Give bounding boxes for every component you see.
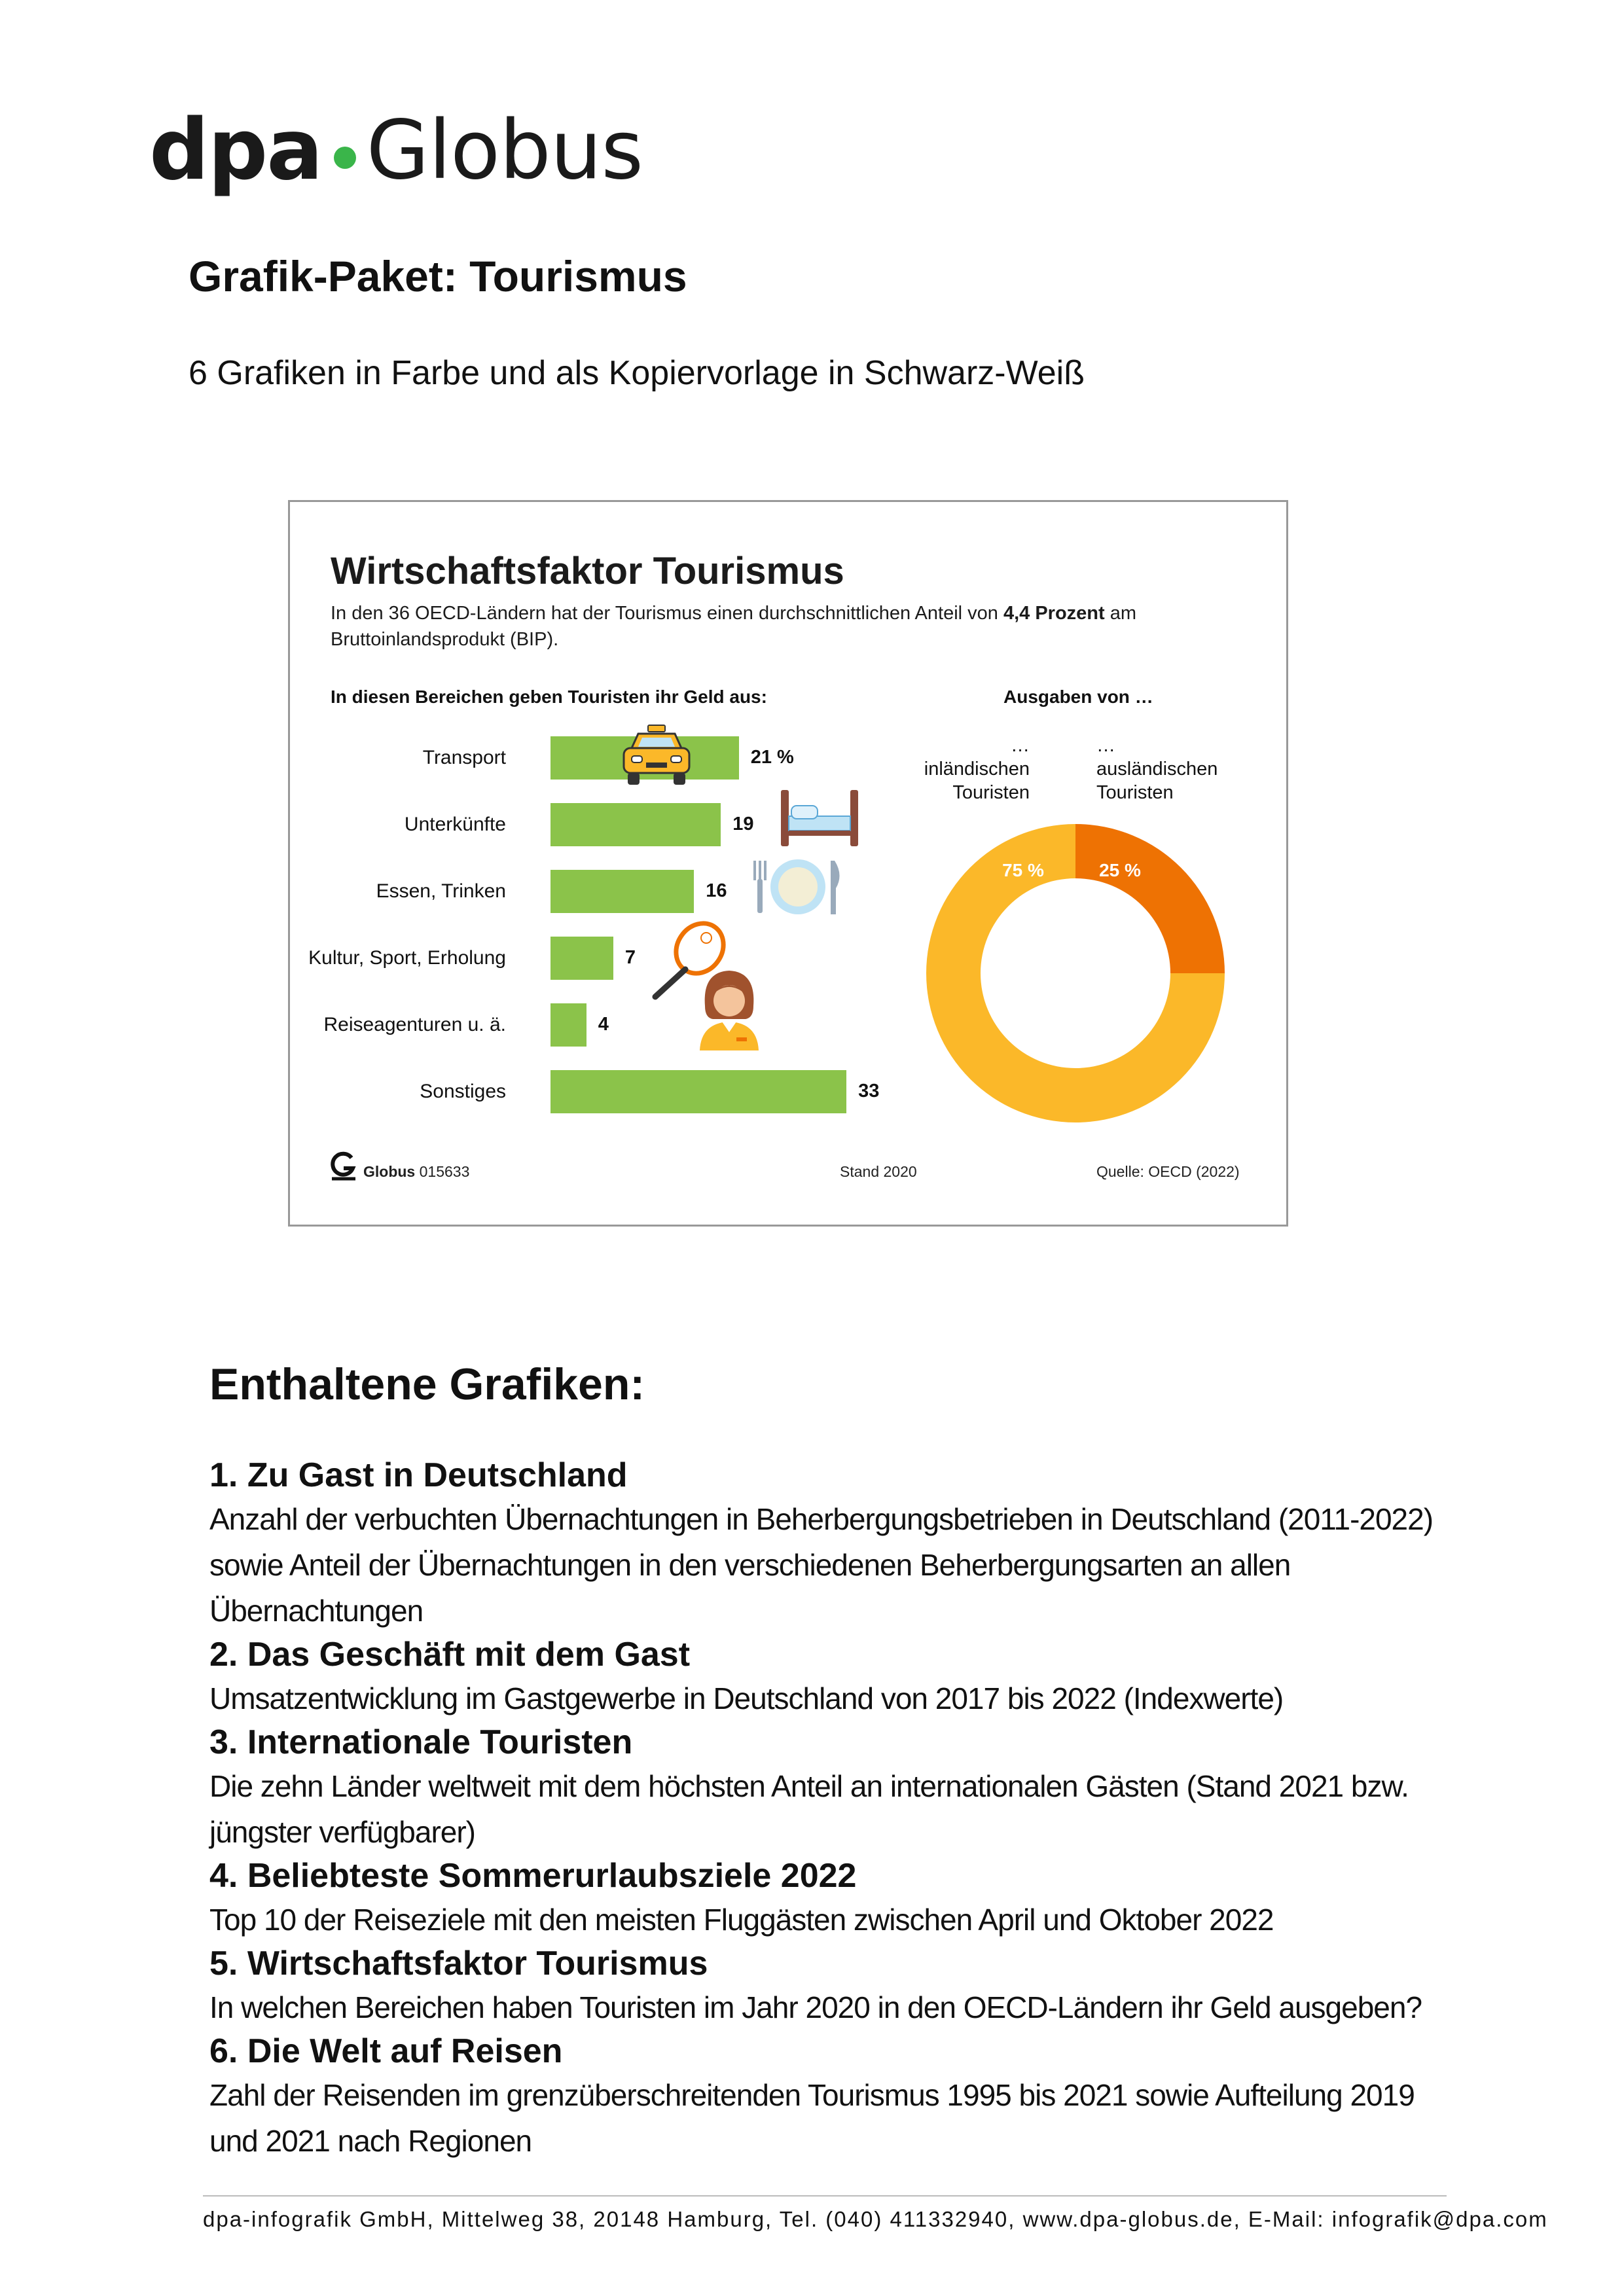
- contents-item-title: 1. Zu Gast in Deutschland: [209, 1456, 628, 1494]
- chart-subtitle: [331, 600, 1234, 653]
- package-title: Grafik-Paket: Tourismus: [189, 252, 687, 300]
- logo-globus-text: Globus: [366, 103, 643, 198]
- chart-brand: [363, 1163, 469, 1181]
- bed-icon: [777, 783, 862, 849]
- taxi-icon: [619, 723, 695, 789]
- bar-value-label: 7: [624, 947, 636, 968]
- contents-item-description: Anzahl der verbuchten Übernachtungen in Beherbergungsbetrieben in Deutschland (2011-2022) sowie Anteil der Übernachtungen in den verschiedenen Beherbergungsarten an allen Übernachtungen: [209, 1502, 1434, 1628]
- logo-dpa-text: dpa: [149, 101, 322, 199]
- chart-subtitle-bold: 4,4 Prozent: [1003, 603, 1105, 624]
- contents-item: [209, 1721, 1453, 1855]
- contents-item: [209, 1943, 1453, 2030]
- bar-mark: [550, 937, 613, 980]
- bar-category-label: Reiseagenturen u. ä.: [323, 1014, 506, 1035]
- contents-item-description: In welchen Bereichen haben Touristen im Jahr 2020 in den OECD-Ländern ihr Geld ausgeben?: [209, 1990, 1422, 2024]
- bar-category-label: Essen, Trinken: [376, 880, 506, 902]
- bar-chart-heading: In diesen Bereichen geben Touristen ihr Geld aus:: [331, 687, 767, 707]
- contents-item: [209, 1634, 1453, 1721]
- contents-heading: Enthaltene Grafiken:: [209, 1359, 645, 1409]
- contents-item-title: 2. Das Geschäft mit dem Gast: [209, 1636, 691, 1674]
- bar-value-label: 21 %: [750, 747, 794, 768]
- bar-value-label: 4: [598, 1014, 609, 1035]
- contents-item-title: 4. Beliebteste Sommerurlaubsziele 2022: [209, 1857, 857, 1895]
- bar-value-label: 33: [858, 1081, 880, 1102]
- logo-dot: [334, 147, 356, 169]
- chart-brand-name: Globus: [363, 1163, 416, 1180]
- contents-item: [209, 2030, 1453, 2164]
- contents-item-title: 5. Wirtschaftsfaktor Tourismus: [209, 1945, 708, 1982]
- contents-item-description: Zahl der Reisenden im grenzüberschreitenden Tourismus 1995 bis 2021 sowie Aufteilung 2019 und 2021 nach Regionen: [209, 2078, 1415, 2158]
- donut-value-foreign: 25 %: [1099, 860, 1141, 880]
- bar-mark: [550, 1070, 846, 1113]
- dpa-globus-logo: [149, 98, 643, 203]
- chart-subtitle-post: am Bruttoinlandsprodukt (BIP).: [331, 603, 1137, 650]
- contents-item: [209, 1855, 1453, 1943]
- contents-item-title: 3. Internationale Touristen: [209, 1723, 633, 1761]
- donut-value-domestic: 75 %: [1002, 860, 1044, 880]
- footer-divider: [203, 2195, 1447, 2197]
- bar-category-label: Kultur, Sport, Erholung: [308, 947, 506, 969]
- plate-cutlery-icon: [748, 855, 846, 918]
- bar-mark: [550, 803, 721, 846]
- chart-subtitle-pre: In den 36 OECD-Ländern hat der Tourismus einen durchschnittlichen Anteil von: [331, 603, 998, 624]
- page-footer: dpa-infografik GmbH, Mittelweg 38, 20148 Hamburg, Tel. (040) 411332940, www.dpa-globus.de, E-Mail: infografik@dpa.com: [203, 2207, 1548, 2231]
- globus-brand-icon: [328, 1149, 359, 1181]
- package-subtitle: 6 Grafiken in Farbe und als Kopiervorlage in Schwarz-Weiß: [189, 354, 1085, 392]
- bar-category-label: Transport: [422, 747, 506, 768]
- contents-item-description: Top 10 der Reiseziele mit den meisten Fluggästen zwischen April und Oktober 2022: [209, 1903, 1274, 1937]
- chart-card: [288, 500, 1288, 1227]
- bar-value-label: 19: [732, 814, 754, 834]
- donut-slice-foreign: [1075, 824, 1225, 973]
- chart-brand-number: 015633: [419, 1163, 470, 1180]
- chart-stand: Stand 2020: [840, 1163, 917, 1180]
- chart-title: Wirtschaftsfaktor Tourismus: [331, 550, 844, 592]
- contents-list: [209, 1454, 1453, 2164]
- donut-chart-heading: Ausgaben von …: [1003, 687, 1153, 707]
- contents-item-description: Die zehn Länder weltweit mit dem höchsten Anteil an internationalen Gästen (Stand 2021 bzw. jüngster verfügbarer): [209, 1769, 1409, 1849]
- contents-item-title: 6. Die Welt auf Reisen: [209, 2032, 563, 2070]
- chart-source: Quelle: OECD (2022): [1096, 1163, 1240, 1180]
- donut-caption-domestic: … inländischen Touristen: [924, 735, 1030, 803]
- donut-caption-foreign: … ausländischen Touristen: [1096, 735, 1218, 803]
- bar-category-label: Unterkünfte: [404, 814, 506, 835]
- contents-item: [209, 1454, 1453, 1634]
- bar-mark: [550, 870, 694, 913]
- bar-value-label: 16: [706, 880, 727, 901]
- bar-category-label: Sonstiges: [420, 1081, 506, 1102]
- bar-mark: [550, 1003, 586, 1047]
- travel-agent-icon: [693, 967, 765, 1050]
- donut-chart: [925, 823, 1226, 1124]
- contents-item-description: Umsatzentwicklung im Gastgewerbe in Deutschland von 2017 bis 2022 (Indexwerte): [209, 1681, 1284, 1715]
